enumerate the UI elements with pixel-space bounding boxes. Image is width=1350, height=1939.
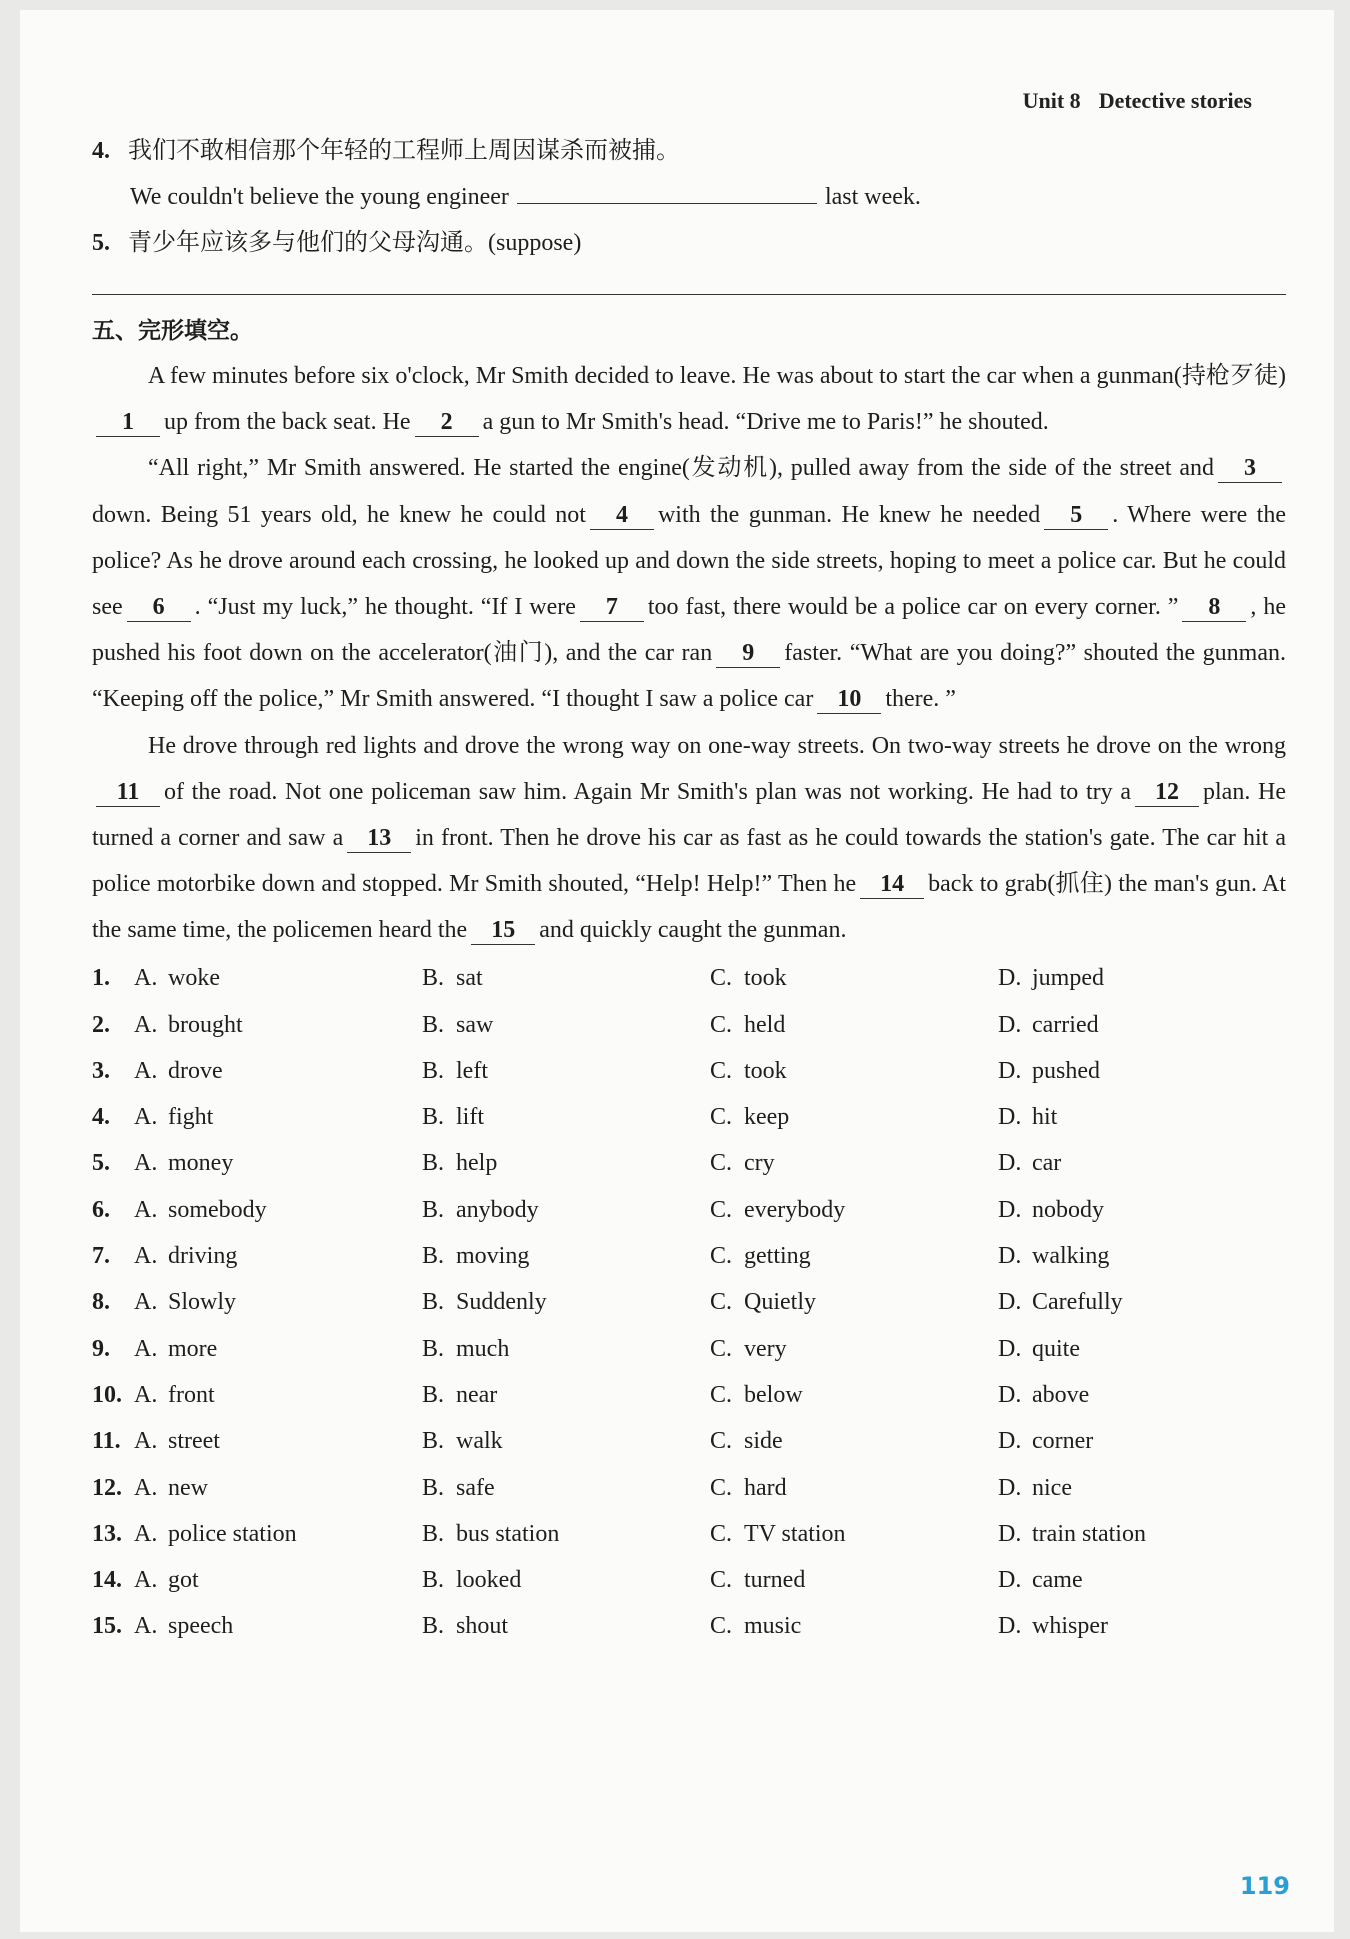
option-question-number: 4. [92,1104,110,1131]
option-text: held [744,1011,786,1038]
option-text: brought [168,1011,243,1038]
option-text: came [1032,1567,1083,1594]
option-text: front [168,1381,215,1408]
option-letter: C. [710,1011,733,1038]
option-question-number: 13. [92,1520,122,1547]
option-d[interactable] [998,1475,1286,1502]
translation-q5 [92,220,1286,266]
option-text: walking [1032,1243,1110,1270]
option-text: lift [456,1104,484,1131]
option-letter: A. [134,1150,158,1177]
option-text: corner [1032,1428,1094,1455]
option-letter: B. [422,1196,445,1223]
option-b[interactable] [422,1521,710,1548]
translation-q4-english [92,174,1286,220]
option-d[interactable] [998,1428,1286,1455]
option-row [92,956,1286,1002]
option-letter: A. [134,1567,158,1594]
gap-6[interactable]: 6 [127,593,191,622]
option-row [92,1141,1286,1187]
option-letter: A. [134,1104,158,1131]
option-row [92,1511,1286,1557]
option-c[interactable] [710,1012,998,1039]
running-head [1023,88,1252,114]
option-letter: D. [998,1520,1022,1547]
gap-11[interactable]: 11 [96,778,160,807]
gap-1[interactable]: 1 [96,408,160,437]
answer-blank[interactable] [517,175,817,204]
sentence-end: last week. [824,184,921,210]
option-question-number: 1. [92,965,110,992]
option-letter: C. [710,1381,733,1408]
option-text: music [744,1613,802,1640]
option-letter: C. [710,1057,733,1084]
option-d[interactable] [998,1567,1286,1594]
option-row [92,1048,1286,1094]
option-a[interactable] [134,965,422,992]
answer-line[interactable] [92,292,1286,295]
option-letter: A. [134,1474,158,1501]
option-text: police station [168,1520,297,1547]
option-text: nice [1032,1474,1072,1501]
option-text: hard [744,1474,787,1501]
option-letter: C. [710,1520,733,1547]
option-c[interactable] [710,1104,998,1131]
option-d[interactable] [998,1613,1286,1640]
gap-12[interactable]: 12 [1135,778,1199,807]
option-c[interactable] [710,1150,998,1177]
option-text: safe [456,1474,495,1501]
option-text: walk [456,1428,503,1455]
option-text: sat [456,965,483,992]
option-c[interactable] [710,1058,998,1085]
text: with the gunman. He knew he needed [657,501,1041,528]
option-row [92,1419,1286,1465]
text: faster. “What are you doing?” shouted the gunman. “Keeping off the police,” Mr Smith answered. “I thought I saw a police car [92,640,1287,713]
option-a[interactable] [134,1567,422,1594]
option-letter: B. [422,1335,445,1362]
option-row [92,1095,1286,1141]
option-d[interactable] [998,965,1286,992]
option-d[interactable] [998,1197,1286,1224]
option-letter: C. [710,1104,733,1131]
option-b[interactable] [422,1243,710,1270]
section-title: 五、完形填空。 [92,318,253,344]
option-a[interactable] [134,1428,422,1455]
option-question-number: 2. [92,1011,110,1038]
question-number: 5. [92,230,110,256]
option-letter: D. [998,1335,1022,1362]
option-a[interactable] [134,1012,422,1039]
option-letter: D. [998,1474,1022,1501]
option-a[interactable] [134,1243,422,1270]
gap-7[interactable]: 7 [580,593,644,622]
gap-2[interactable]: 2 [415,408,479,437]
option-text: everybody [744,1196,846,1223]
gap-4[interactable]: 4 [590,501,654,530]
option-question-number: 11. [92,1428,121,1455]
option-letter: D. [998,1104,1022,1131]
option-letter: A. [134,1011,158,1038]
option-a[interactable] [134,1289,422,1316]
option-text: above [1032,1381,1090,1408]
option-b[interactable] [422,1197,710,1224]
option-text: street [168,1428,220,1455]
option-letter: A. [134,1613,158,1640]
option-letter: B. [422,1613,445,1640]
option-letter: B. [422,1474,445,1501]
option-text: pushed [1032,1057,1100,1084]
option-letter: C. [710,1335,733,1362]
text: up from the back seat. He [164,409,411,436]
option-text: looked [456,1567,522,1594]
option-c[interactable] [710,1382,998,1409]
option-letter: D. [998,1428,1022,1455]
option-letter: A. [134,1196,158,1223]
paragraph-1 [92,353,1286,445]
option-text: help [456,1150,498,1177]
gap-3[interactable]: 3 [1218,454,1282,483]
option-b[interactable] [422,1012,710,1039]
sentence-start: We couldn't believe the young engineer [130,184,509,210]
option-letter: C. [710,1289,733,1316]
option-letter: A. [134,1335,158,1362]
gap-13[interactable]: 13 [347,824,411,853]
paragraph-3 [92,723,1286,954]
option-text: more [168,1335,218,1362]
option-letter: D. [998,1381,1022,1408]
option-b[interactable] [422,1289,710,1316]
option-letter: B. [422,1243,445,1270]
text: He drove through red lights and drove the wrong way on one-way streets. On two-way streets he drove on the wrong [148,732,1286,759]
option-question-number: 8. [92,1289,110,1316]
workbook-page [20,10,1334,1932]
option-b[interactable] [422,1613,710,1640]
option-c[interactable] [710,1243,998,1270]
page-number: 119 [1239,1872,1290,1900]
option-a[interactable] [134,1150,422,1177]
option-text: very [744,1335,787,1362]
option-letter: B. [422,1520,445,1547]
option-a[interactable] [134,1104,422,1131]
option-question-number: 5. [92,1150,110,1177]
option-letter: C. [710,1567,733,1594]
option-d[interactable] [998,1382,1286,1409]
option-text: cry [744,1150,775,1177]
option-b[interactable] [422,965,710,992]
option-letter: C. [710,1613,733,1640]
option-d[interactable] [998,1243,1286,1270]
text: , he pushed his foot down on the accelerator(油门), and the car ran [92,594,1286,667]
option-a[interactable] [134,1058,422,1085]
option-c[interactable] [710,1475,998,1502]
option-letter: A. [134,965,158,992]
gap-8[interactable]: 8 [1182,593,1246,622]
option-text: TV station [744,1520,846,1547]
text: of the road. Not one policeman saw him. Again Mr Smith's plan was not working. He had to try a [164,778,1131,805]
gap-5[interactable]: 5 [1044,501,1108,530]
option-question-number: 7. [92,1243,110,1270]
cloze-passage [92,353,1286,954]
option-text: got [168,1567,199,1594]
gap-15[interactable]: 15 [471,916,535,945]
option-d[interactable] [998,1336,1286,1363]
option-text: much [456,1335,510,1362]
option-c[interactable] [710,1336,998,1363]
option-text: bus station [456,1520,560,1547]
gap-10[interactable]: 10 [817,685,881,714]
text: down. Being 51 years old, he knew he could not [92,501,586,528]
option-letter: C. [710,1243,733,1270]
option-letter: B. [422,965,445,992]
option-text: car [1032,1150,1062,1177]
option-row [92,1002,1286,1048]
option-b[interactable] [422,1058,710,1085]
option-b[interactable] [422,1475,710,1502]
option-text: nobody [1032,1196,1104,1223]
option-c[interactable] [710,1428,998,1455]
option-letter: D. [998,965,1022,992]
option-row [92,1558,1286,1604]
text: there. ” [885,686,956,713]
option-text: moving [456,1243,530,1270]
option-letter: C. [710,1474,733,1501]
option-letter: C. [710,1196,733,1223]
text: . Where were the police? As he drove around each crossing, he looked up and down the side streets, hoping to meet a police car. But he could see [92,501,1286,621]
option-letter: B. [422,1104,445,1131]
option-d[interactable] [998,1289,1286,1316]
option-row [92,1233,1286,1279]
page-content [92,128,1286,1650]
option-text: turned [744,1567,806,1594]
gap-9[interactable]: 9 [716,639,780,668]
option-row [92,1465,1286,1511]
option-letter: A. [134,1243,158,1270]
text: . “Just my luck,” he thought. “If I were [194,594,576,621]
option-text: new [168,1474,208,1501]
option-text: took [744,965,787,992]
option-text: side [744,1428,783,1455]
option-letter: A. [134,1520,158,1547]
option-letter: C. [710,965,733,992]
option-text: speech [168,1613,234,1640]
option-text: drove [168,1057,223,1084]
option-b[interactable] [422,1104,710,1131]
option-b[interactable] [422,1150,710,1177]
option-text: hit [1032,1104,1058,1131]
option-letter: C. [710,1150,733,1177]
option-question-number: 12. [92,1474,122,1501]
option-letter: D. [998,1567,1022,1594]
option-c[interactable] [710,1521,998,1548]
text: A few minutes before six o'clock, Mr Smith decided to leave. He was about to start the car when a gunman(持枪歹徒) [148,363,1286,389]
question-chinese: 青少年应该多与他们的父母沟通。(suppose) [128,230,582,256]
option-c[interactable] [710,1567,998,1594]
option-d[interactable] [998,1058,1286,1085]
option-row [92,1187,1286,1233]
option-text: train station [1032,1520,1146,1547]
option-a[interactable] [134,1197,422,1224]
option-letter: A. [134,1381,158,1408]
options-list [92,956,1286,1650]
option-text: Slowly [168,1289,237,1316]
option-row [92,1326,1286,1372]
option-letter: C. [710,1428,733,1455]
option-b[interactable] [422,1567,710,1594]
option-text: money [168,1150,234,1177]
question-chinese: 我们不敢相信那个年轻的工程师上周因谋杀而被捕。 [128,138,680,164]
option-text: carried [1032,1011,1099,1038]
option-letter: B. [422,1150,445,1177]
option-letter: B. [422,1567,445,1594]
option-text: anybody [456,1196,539,1223]
option-text: Suddenly [456,1289,547,1316]
option-b[interactable] [422,1382,710,1409]
paragraph-2 [92,445,1286,722]
option-c[interactable] [710,1197,998,1224]
text: plan. He turned a corner and saw a [92,778,1286,852]
option-letter: B. [422,1289,445,1316]
option-row [92,1372,1286,1418]
option-letter: B. [422,1011,445,1038]
option-text: shout [456,1613,509,1640]
option-letter: D. [998,1196,1022,1223]
question-number: 4. [92,138,110,164]
option-d[interactable] [998,1012,1286,1039]
option-question-number: 15. [92,1613,122,1640]
option-text: getting [744,1243,811,1270]
option-text: keep [744,1104,790,1131]
option-row [92,1604,1286,1650]
option-row [92,1280,1286,1326]
option-b[interactable] [422,1428,710,1455]
option-text: near [456,1381,498,1408]
option-question-number: 9. [92,1335,110,1362]
option-b[interactable] [422,1336,710,1363]
option-a[interactable] [134,1521,422,1548]
translation-q4 [92,128,1286,174]
option-text: jumped [1032,965,1104,992]
option-letter: A. [134,1428,158,1455]
option-text: left [456,1057,488,1084]
option-question-number: 14. [92,1567,122,1594]
option-text: Carefully [1032,1289,1123,1316]
option-question-number: 10. [92,1381,122,1408]
text: a gun to Mr Smith's head. “Drive me to Paris!” he shouted. [482,409,1049,436]
option-letter: A. [134,1289,158,1316]
option-text: somebody [168,1196,267,1223]
option-letter: D. [998,1289,1022,1316]
option-text: below [744,1381,803,1408]
gap-14[interactable]: 14 [860,870,924,899]
option-text: saw [456,1011,494,1038]
option-text: driving [168,1243,238,1270]
option-d[interactable] [998,1104,1286,1131]
option-d[interactable] [998,1150,1286,1177]
option-letter: D. [998,1243,1022,1270]
unit-label: Unit 8 [1022,88,1081,113]
option-d[interactable] [998,1521,1286,1548]
option-letter: B. [422,1057,445,1084]
option-question-number: 6. [92,1196,110,1223]
text: too fast, there would be a police car on every corner. ” [647,594,1179,621]
option-a[interactable] [134,1382,422,1409]
option-text: took [744,1057,787,1084]
option-letter: D. [998,1011,1022,1038]
option-a[interactable] [134,1475,422,1502]
option-text: fight [168,1104,214,1131]
option-c[interactable] [710,1613,998,1640]
option-c[interactable] [710,1289,998,1316]
option-letter: D. [998,1057,1022,1084]
unit-title: Detective stories [1098,88,1252,113]
option-question-number: 3. [92,1057,110,1084]
option-a[interactable] [134,1336,422,1363]
option-text: Quietly [744,1289,816,1316]
text: in front. Then he drove his car as fast as he could towards the station's gate. The car hit a police motorbike down and stopped. Mr Smith shouted, “Help! Help!” Then he [92,825,1286,898]
option-text: whisper [1032,1613,1108,1640]
text: “All right,” Mr Smith answered. He started the engine(发动机), pulled away from the side of the street and [148,455,1214,482]
text: and quickly caught the gunman. [539,917,847,944]
option-letter: B. [422,1428,445,1455]
option-a[interactable] [134,1613,422,1640]
option-letter: D. [998,1613,1022,1640]
text: back to grab(抓住) the man's gun. At the same time, the policemen heard the [92,871,1286,944]
option-text: quite [1032,1335,1080,1362]
option-c[interactable] [710,965,998,992]
option-text: woke [168,965,220,992]
option-letter: B. [422,1381,445,1408]
option-letter: A. [134,1057,158,1084]
option-letter: D. [998,1150,1022,1177]
